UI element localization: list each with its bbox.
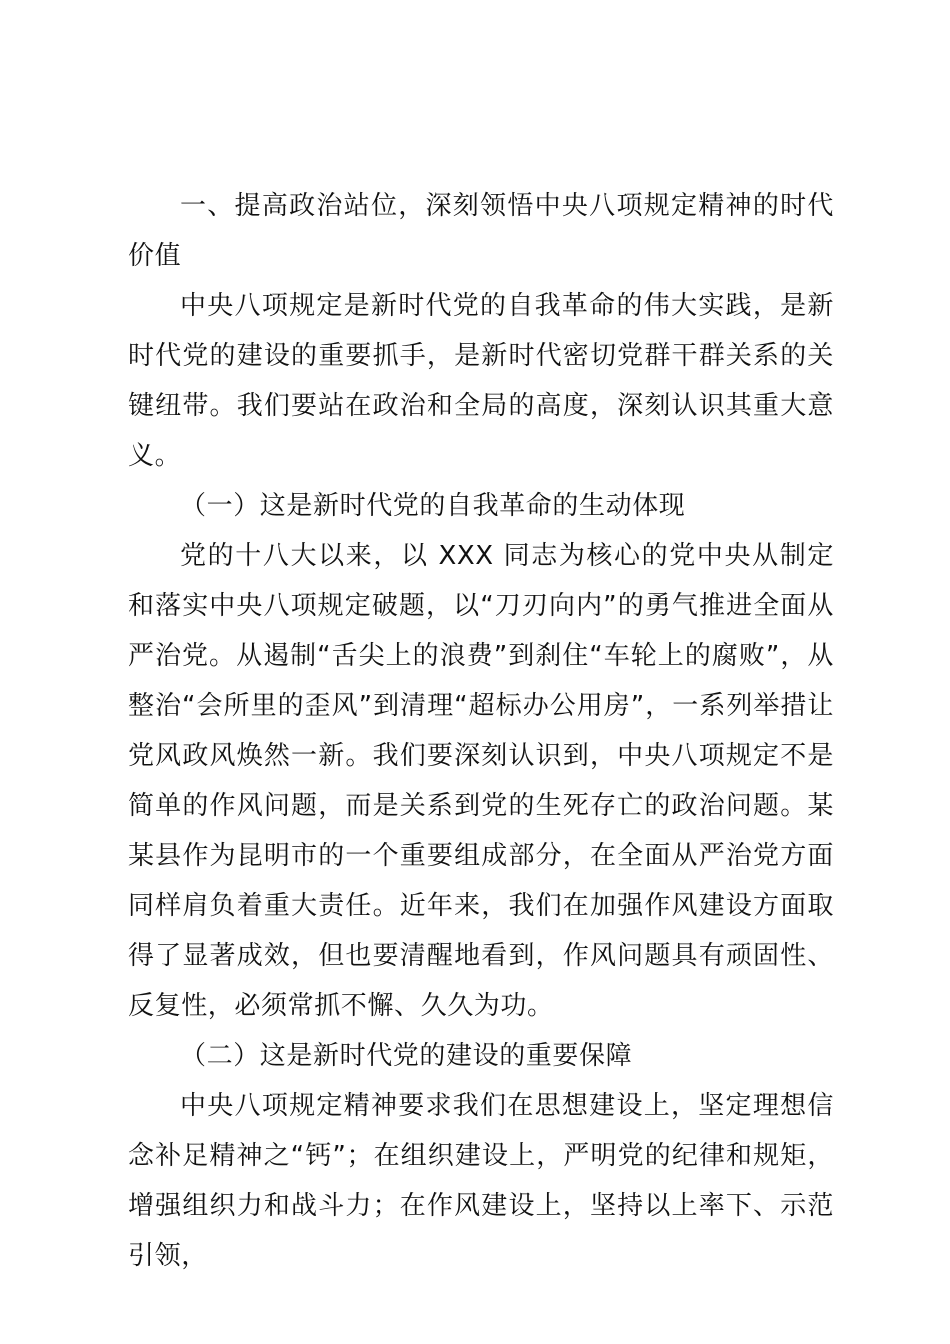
body-paragraph-3: 中央八项规定精神要求我们在思想建设上，坚定理想信念补足精神之“钙”；在组织建设上，严明党的纪律和规矩，增强组织力和战斗力；在作风建设上，坚持以上率下、示范引领， xyxy=(128,1091,834,1271)
subsection-heading-2: （二）这是新时代党的建设的重要保障 xyxy=(180,1041,633,1071)
body-paragraph-2: 党的十八大以来，以 XXX 同志为核心的党中央从制定和落实中央八项规定破题，以“刀刃向内”的勇气推进全面从严治党。从遏制“舌尖上的浪费”到刹住“车轮上的腐败”，从整治“会所里的歪风”到清理“超标办公用房”，一系列举措让党风政风焕然一新。我们要深刻认识到，中央八项规定不是简单的作风问题，而是关系到党的生死存亡的政治问题。某某县作为昆明市的一个重要组成部分，在全面从严治党方面同样肩负着重大责任。近年来，我们在加强作风建设方面取得了显著成效，但也要清醒地看到，作风问题具有顽固性、反复性，必须常抓不懈、久久为功。 xyxy=(128,541,834,1021)
body-paragraph-1: 中央八项规定是新时代党的自我革命的伟大实践，是新时代党的建设的重要抓手，是新时代密切党群干群关系的关键纽带。我们要站在政治和全局的高度，深刻认识其重大意义。 xyxy=(128,291,834,471)
document-body xyxy=(128,181,834,1281)
section-heading-1: 一、提高政治站位，深刻领悟中央八项规定精神的时代价值 xyxy=(128,191,834,271)
subsection-heading-1: （一）这是新时代党的自我革命的生动体现 xyxy=(180,491,686,521)
